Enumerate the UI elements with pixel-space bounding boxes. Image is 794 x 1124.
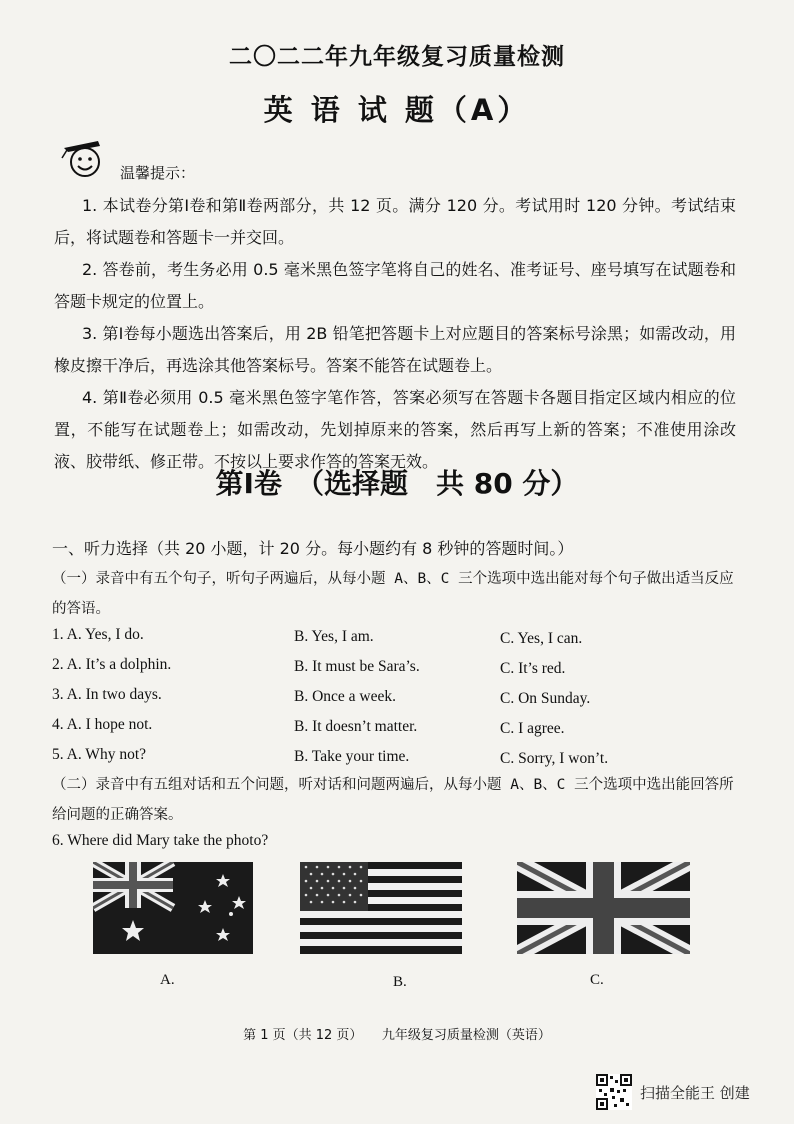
option-b: B. Take your time. [294, 748, 410, 765]
option-c: C. It’s red. [500, 660, 566, 677]
instruction-text: （二）录音中有五组对话和五个问题，听对话和问题两遍后，从每小题 A、B、C 三个选项中选出能回答所给问题的正确答案。 [52, 777, 734, 823]
qr-code-icon [596, 1074, 632, 1110]
option-c: C. Yes, I can. [500, 630, 583, 647]
exam-subtitle: 英 语 试 题（A） [263, 93, 531, 127]
instruction-2 [52, 770, 742, 830]
instruction-text: （一）录音中有五个句子，听句子两遍后，从每小题 A、B、C 三个选项中选出能对每个句子做出适当反应的答语。 [52, 571, 734, 617]
option-c: C. Sorry, I won’t. [500, 750, 609, 767]
smiley-icon [58, 136, 108, 180]
option-b: B. Once a week. [294, 688, 396, 705]
tip-item: 3. 第Ⅰ卷每小题选出答案后，用 2B 铅笔把答题卡上对应题目的答案标号涂黑；如需改动，用橡皮擦干净后，再选涂其他答案标号。答案不能答在试题卷上。 [54, 324, 736, 375]
option-a: 4. A. I hope not. [52, 716, 153, 733]
option-c: C. I agree. [500, 720, 565, 737]
tip-item: 2. 答卷前，考生务必用 0.5 毫米黑色签字笔将自己的姓名、准考证号、座号填写在试题卷和答题卡规定的位置上。 [54, 260, 736, 311]
uk-flag-icon [517, 862, 690, 954]
instruction-1 [52, 564, 742, 624]
option-b: B. It doesn’t matter. [294, 718, 418, 735]
usa-flag-icon [300, 862, 462, 954]
option-b: B. It must be Sara’s. [294, 658, 420, 675]
flag-label-a: A. [160, 972, 175, 988]
australia-flag-icon [93, 862, 253, 954]
option-c: C. On Sunday. [500, 690, 591, 707]
option-a: 2. A. It’s a dolphin. [52, 656, 172, 673]
section-title: 第Ⅰ卷 （选择题 共 80 分） [215, 467, 579, 500]
option-b: B. Yes, I am. [294, 628, 374, 645]
option-a: 3. A. In two days. [52, 686, 162, 703]
tips-label: 温馨提示： [120, 164, 196, 182]
question-6: 6. Where did Mary take the photo? [52, 832, 269, 849]
tip-item: 4. 第Ⅱ卷必须用 0.5 毫米黑色签字笔作答，答案必须写在答题卡各题目指定区域内相应的位置，不能写在试题卷上；如需改动，先划掉原来的答案，然后再写上新的答案；不准使用涂改液、胶带纸、修正带。不按以上要求作答的答案无效。 [54, 388, 736, 471]
part-title: 一、听力选择（共 20 小题，计 20 分。每小题约有 8 秒钟的答题时间。） [52, 539, 574, 558]
flag-label-b: B. [393, 974, 407, 990]
watermark-text: 扫描全能王 创建 [640, 1084, 750, 1102]
tip-item: 1. 本试卷分第Ⅰ卷和第Ⅱ卷两部分，共 12 页。满分 120 分。考试用时 120 分钟。考试结束后，将试题卷和答题卡一并交回。 [54, 196, 736, 247]
exam-title: 二〇二二年九年级复习质量检测 [229, 44, 565, 70]
option-a: 5. A. Why not? [52, 746, 146, 763]
page-footer: 第 1 页（共 12 页） 九年级复习质量检测（英语） [243, 1028, 551, 1043]
tips-list [54, 190, 736, 478]
option-a: 1. A. Yes, I do. [52, 626, 144, 643]
flag-label-c: C. [590, 972, 604, 988]
